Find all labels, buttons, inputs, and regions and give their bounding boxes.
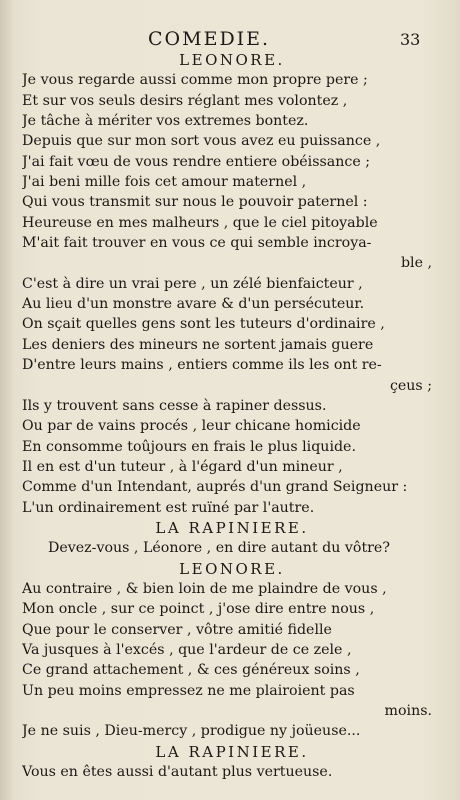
speaker-name: LA RAPINIERE.: [155, 518, 309, 537]
verse-line: Et sur vos seuls desirs réglant mes volontez ,: [22, 92, 348, 109]
verse-line: Au contraire , & bien loin de me plaindre de vous ,: [22, 580, 387, 597]
verse-continuation: moins.: [384, 703, 432, 719]
verse-line: En consomme toûjours en frais le plus liquide.: [22, 438, 356, 455]
verse-line: Il en est d'un tuteur , à l'égard d'un mineur ,: [22, 458, 343, 475]
verse-line: Les deniers des mineurs ne sortent jamais guere: [22, 336, 374, 353]
verse-line: Au lieu d'un monstre avare & d'un persécuteur.: [22, 296, 365, 313]
verse-line: Qui vous transmit sur nous le pouvoir paternel :: [22, 194, 368, 211]
verse-continuation: ble ,: [400, 255, 432, 272]
speaker-name: LEONORE.: [179, 51, 285, 69]
verse-line: On sçait quelles gens sont les tuteurs d'ordinaire ,: [22, 316, 385, 333]
verse-line: M'ait fait trouver en vous ce qui semble incroya-: [22, 235, 372, 252]
verse-line: Ce grand attachement , & ces généreux soins ,: [22, 662, 360, 679]
verse-line: Mon oncle , sur ce poinct , j'ose dire entre nous ,: [22, 601, 375, 618]
verse-line: Ils y trouvent sans cesse à rapiner dessus.: [22, 397, 327, 414]
running-title: COMEDIE.: [148, 28, 271, 50]
verse-line: Heureuse en mes malheurs , que le ciel pitoyable: [22, 214, 378, 231]
verse-line: D'entre leurs mains , entiers comme ils les ont re-: [22, 357, 382, 374]
verse-line: Devez-vous , Léonore , en dire autant du vôtre?: [48, 540, 390, 557]
verse-line: C'est à dire un vrai pere , un zélé bienfaicteur ,: [22, 275, 363, 292]
verse-continuation: çeus ;: [389, 377, 432, 394]
verse-line: Comme d'un Intendant, auprés d'un grand Seigneur :: [22, 479, 408, 496]
verse-line: Je tâche à mériter vos extremes bontez.: [22, 113, 309, 130]
verse-line: J'ai beni mille fois cet amour maternel ,: [22, 174, 307, 191]
verse-line: J'ai fait vœu de vous rendre entiere obéissance ;: [22, 153, 371, 170]
verse-line: Depuis que sur mon sort vous avez eu puissance ,: [22, 133, 381, 150]
page-number: 33: [400, 30, 421, 49]
verse-line: Que pour le conserver , vôtre amitié fidelle: [22, 621, 332, 638]
verse-line: Je ne suis , Dieu-mercy , prodigue ny joüeuse...: [22, 723, 361, 740]
speaker-name: LEONORE.: [179, 559, 285, 578]
verse-text-block: [22, 50, 442, 782]
verse-line: Je vous regarde aussi comme mon propre pere ;: [22, 72, 368, 89]
verse-line: Vous en êtes aussi d'autant plus vertueuse.: [22, 764, 333, 781]
speaker-name: LA RAPINIERE.: [155, 742, 309, 761]
verse-line: Un peu moins empressez ne me plairoient pas: [22, 682, 355, 699]
verse-line: Va jusques à l'excés , que l'ardeur de ce zele ,: [22, 641, 352, 658]
verse-line: L'un ordinairement est ruïné par l'autre.: [22, 499, 315, 516]
verse-line: Ou par de vains procés , leur chicane homicide: [22, 418, 361, 435]
